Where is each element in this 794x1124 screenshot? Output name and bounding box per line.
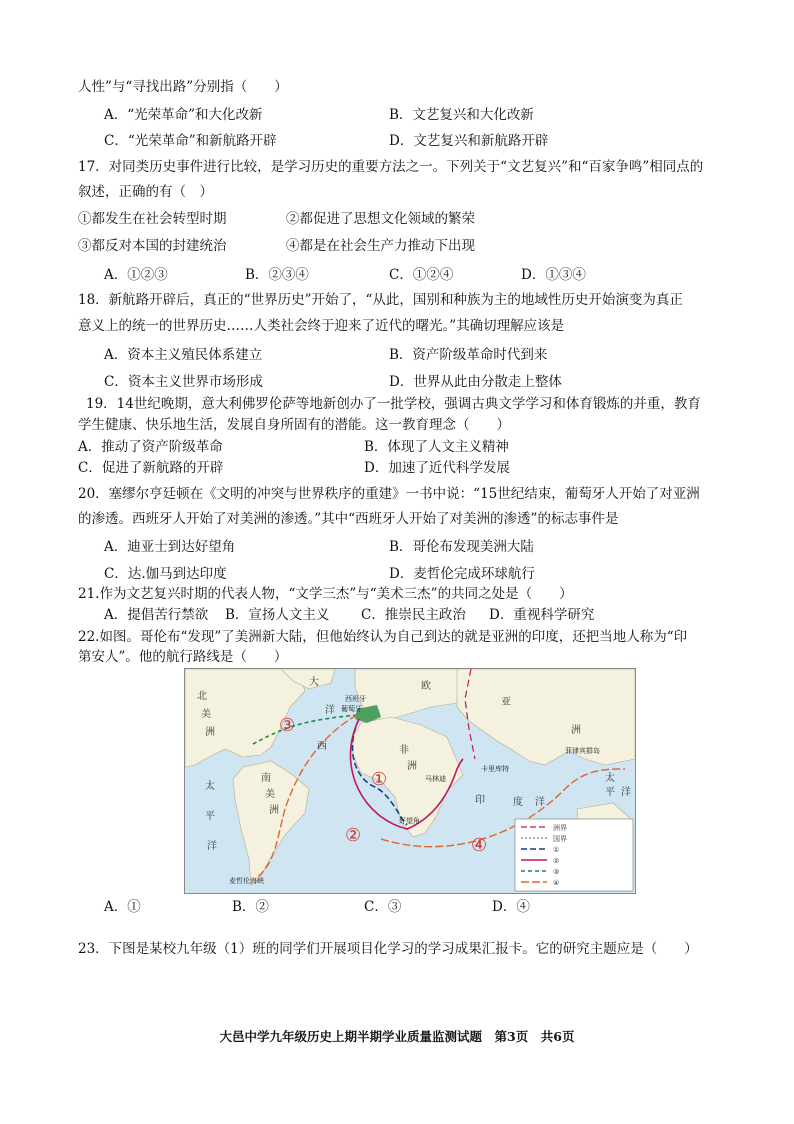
- q17-stem-line1: 17．对同类历史事件进行比较，是学习历史的重要方法之一。下列关于“文艺复兴”和“百家争鸣”相同点的: [78, 159, 704, 175]
- q21-option-d[interactable]: D．重视科学研究: [489, 607, 595, 623]
- legend-label-country-border: 国界: [553, 835, 567, 843]
- q16-option-c[interactable]: C．“光荣革命”和新航路开辟: [104, 133, 277, 149]
- q21-option-a[interactable]: A．提倡苦行禁欲: [104, 607, 209, 623]
- legend-box: [515, 819, 633, 891]
- map-label-du: 度: [513, 797, 523, 808]
- q22-option-a[interactable]: A．①: [104, 899, 141, 915]
- map-label-nan: 南: [261, 773, 271, 784]
- map-label-yang3: 洋: [535, 797, 545, 808]
- q18-stem-line1: 18．新航路开辟后，真正的“世界历史”开始了，“从此，国别和种族为主的地域性历史开始演变为真正: [78, 292, 683, 308]
- q18-stem-line2: 意义上的统一的世界历史……人类社会终于迎来了近代的曙光。”其确切理解应该是: [78, 318, 565, 334]
- q22-option-d[interactable]: D．④: [492, 899, 530, 915]
- route-number-4: ④: [471, 835, 488, 856]
- map-label-ping: 平: [205, 811, 215, 822]
- route-number-2: ②: [345, 825, 362, 846]
- map-label-magellan: 麦哲伦海峡: [229, 877, 264, 885]
- q17-item-3: ③都反对本国的封建统治: [78, 238, 227, 254]
- q22-option-b[interactable]: B．②: [232, 899, 269, 915]
- map-label-zhou1: 洲: [205, 727, 215, 738]
- q18-option-d[interactable]: D．世界从此由分散走上整体: [389, 374, 562, 390]
- route-number-3: ③: [279, 715, 296, 736]
- q17-option-a[interactable]: A．①②③: [104, 267, 168, 283]
- map-label-north: 北: [197, 691, 207, 702]
- map-label-tai: 太: [205, 781, 215, 792]
- map-label-xi: 西: [317, 741, 327, 752]
- legend-label-route-3: ③: [553, 868, 560, 876]
- q17-option-c[interactable]: C．①②④: [389, 267, 454, 283]
- q16-option-d[interactable]: D．文艺复兴和新航路开辟: [389, 133, 549, 149]
- q19-stem-line1: 19．14世纪晚期，意大利佛罗伦萨等地新创办了一批学校，强调古典文学学习和体育锻炼的并重，教育: [86, 396, 701, 412]
- map-legend: [515, 819, 633, 891]
- map-label-portugal: 葡萄牙: [341, 705, 362, 713]
- legend-label-route-2: ②: [553, 857, 560, 865]
- q20-option-d[interactable]: D．麦哲伦完成环球航行: [389, 566, 535, 582]
- q18-option-a[interactable]: A．资本主义殖民体系建立: [104, 347, 263, 363]
- q20-option-a[interactable]: A．迪亚士到达好望角: [104, 539, 236, 555]
- q17-stem-line2: 叙述，正确的有（ ）: [78, 184, 213, 200]
- q16-option-a[interactable]: A．“光荣革命”和大化改新: [104, 107, 263, 123]
- map-label-philippines: 菲律宾群岛: [565, 747, 600, 755]
- map-label-feizhou: 非: [399, 745, 409, 756]
- map-label-pingyang: 平: [605, 787, 615, 798]
- map-label-cape: 好望角: [399, 817, 420, 825]
- q19-option-b[interactable]: B．体现了人文主义精神: [364, 439, 509, 455]
- q21-option-b[interactable]: B．宣扬人文主义: [225, 607, 330, 623]
- map-label-yang2: 洋: [207, 841, 217, 852]
- map-label-spain: 西班牙: [345, 695, 366, 703]
- columbus-route-map: [184, 668, 636, 894]
- q18-option-b[interactable]: B．资产阶级革命时代到来: [389, 347, 548, 363]
- q17-item-4: ④都是在社会生产力推动下出现: [286, 238, 475, 254]
- map-label-da: 大: [309, 677, 319, 688]
- map-label-yang: 洋: [325, 705, 335, 716]
- q21-option-c[interactable]: C．推崇民主政治: [361, 607, 466, 623]
- map-label-europe: 欧: [421, 681, 431, 692]
- route-number-1: ①: [371, 769, 388, 790]
- q17-option-b[interactable]: B．②③④: [245, 267, 309, 283]
- q18-option-c[interactable]: C．资本主义世界市场形成: [104, 374, 263, 390]
- map-label-yangyang: 洋: [621, 787, 631, 798]
- q19-stem-line2: 学生健康、快乐地生活，发展自身所固有的潜能。这一教育理念（ ）: [78, 417, 510, 433]
- q17-item-2: ②都促进了思想文化领域的繁荣: [286, 211, 475, 227]
- q17-item-1: ①都发生在社会转型时期: [78, 211, 227, 227]
- map-label-asia: 亚: [501, 697, 511, 708]
- map-label-calicut: 卡里库特: [481, 765, 509, 773]
- q16-stem-tail: 人性”与“寻找出路”分别指（ ）: [78, 79, 288, 95]
- q20-stem-line1: 20．塞缪尔亨廷顿在《文明的冲突与世界秩序的重建》一书中说：“15世纪结束，葡萄牙人开始了对亚洲: [78, 486, 700, 502]
- q22-stem-line2: 第安人”。他的航行路线是（ ）: [78, 649, 288, 665]
- map-label-zhou3: 洲: [571, 725, 581, 736]
- map-label-yin: 印: [475, 795, 485, 806]
- q20-option-b[interactable]: B．哥伦布发现美洲大陆: [389, 539, 534, 555]
- map-label-zhou4: 洲: [269, 805, 279, 816]
- q20-option-c[interactable]: C．达.伽马到达印度: [104, 566, 227, 582]
- legend-label-route-4: ④: [553, 879, 560, 887]
- legend-label-route-1: ①: [553, 846, 560, 854]
- q20-stem-line2: 的渗透。西班牙人开始了对美洲的渗透。”其中“西班牙人开始了对美洲的渗透”的标志事件是: [78, 511, 619, 527]
- q19-option-a[interactable]: A．推动了资产阶级革命: [78, 439, 223, 455]
- q17-option-d[interactable]: D．①③④: [521, 267, 586, 283]
- q22-stem-line1: 22.如图。哥伦布“发现”了美洲新大陆，但他始终认为自己到达的就是亚洲的印度，还把当地人称为“印: [78, 629, 688, 645]
- q19-option-d[interactable]: D．加速了近代科学发展: [364, 460, 510, 476]
- legend-label-continent-border: 洲界: [553, 824, 567, 832]
- page-footer: 大邑中学九年级历史上期半期学业质量监测试题 第3页 共6页: [219, 1029, 575, 1044]
- q21-stem: 21.作为文艺复兴时期的代表人物，“文学三杰”与“美术三杰”的共同之处是（ ）: [78, 586, 573, 602]
- map-label-malindi: 马林迪: [425, 775, 446, 783]
- world-map-svg: [185, 669, 635, 893]
- map-label-taiyang: 太: [605, 773, 615, 784]
- q22-option-c[interactable]: C．③: [364, 899, 402, 915]
- map-label-zhou2: 洲: [407, 761, 417, 772]
- q16-option-b[interactable]: B．文艺复兴和大化改新: [389, 107, 534, 123]
- map-label-mei: 美: [265, 789, 275, 800]
- map-label-america1: 美: [201, 709, 211, 720]
- q19-option-c[interactable]: C．促进了新航路的开辟: [78, 460, 224, 476]
- q23-stem: 23．下图是某校九年级（1）班的同学们开展项目化学习的学习成果汇报卡。它的研究主题应是（ ）: [78, 941, 698, 957]
